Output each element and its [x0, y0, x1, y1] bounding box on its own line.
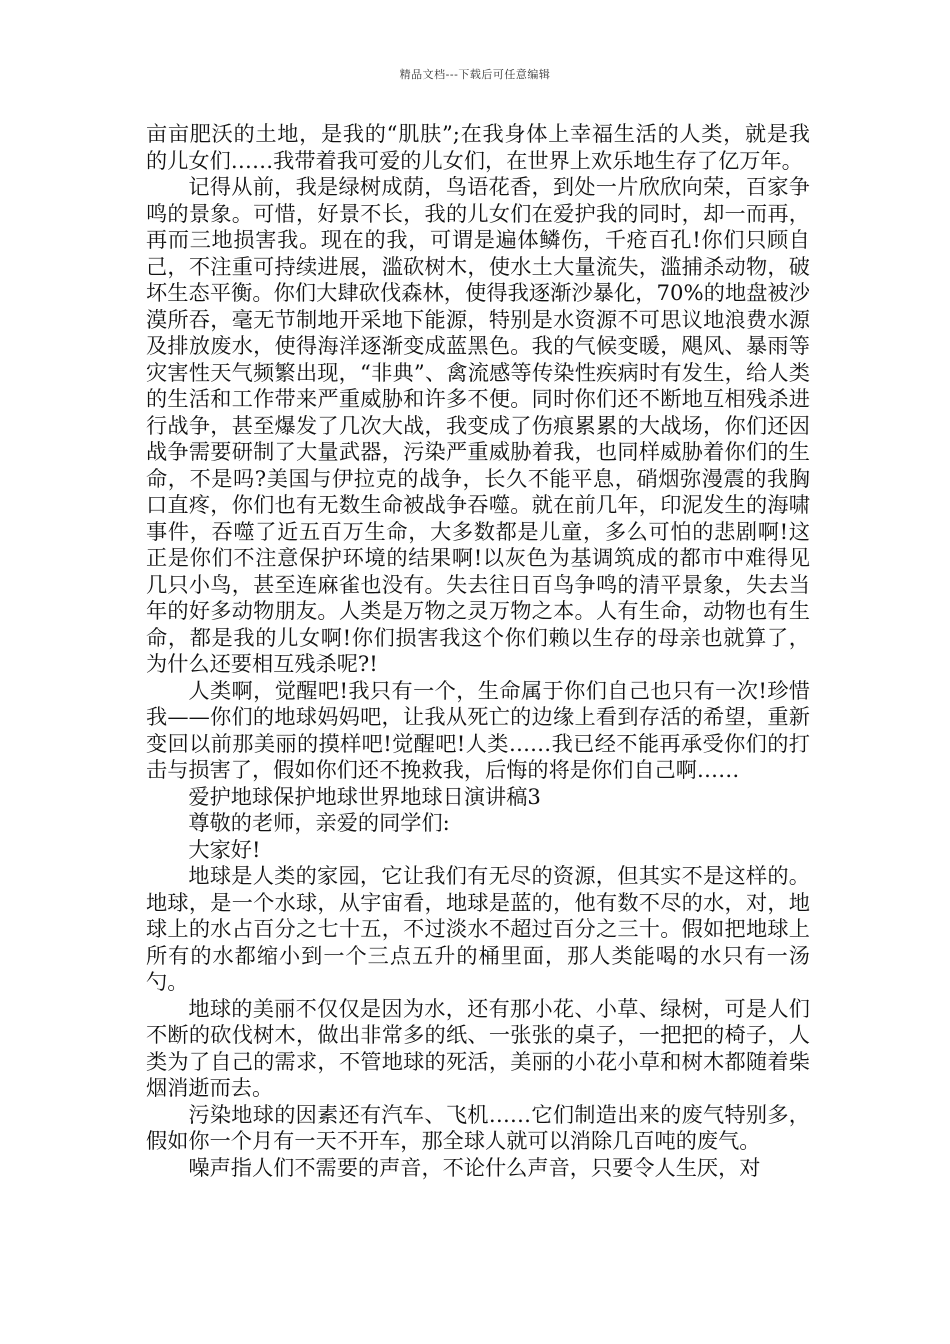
- greeting: 大家好!: [188, 836, 261, 862]
- paragraph: 噪声指人们不需要的声音，不论什么声音，只要令人生厌，对: [188, 1154, 761, 1180]
- document-body: [146, 121, 810, 1181]
- paragraph: 地球是人类的家园，它让我们有无尽的资源，但其实不是这样的。地球，是一个水球，从宇宙看，地球是蓝的，他有数不尽的水，对，地球上的水占百分之七十五，不过淡水不超过百分之三十。假如把地球上所有的水都缩小到一个三点五升的桶里面，那人类能喝的水只有一汤勺。: [146, 863, 810, 994]
- salutation: 尊敬的老师，亲爱的同学们:: [188, 810, 450, 835]
- paragraph: 污染地球的因素还有汽车、飞机……它们制造出来的废气特别多，假如你一个月有一天不开车，那全球人就可以消除几百吨的废气。: [146, 1101, 810, 1153]
- paragraph: 地球的美丽不仅仅是因为水，还有那小花、小草、绿树，可是人们不断的砍伐树木，做出非常多的纸、一张张的桌子，一把把的椅子，人类为了自己的需求，不管地球的死活，美丽的小花小草和树木都随着柴烟消逝而去。: [146, 995, 810, 1100]
- paragraph: 人类啊，觉醒吧!我只有一个，生命属于你们自己也只有一次!珍惜我——你们的地球妈妈吧，让我从死亡的边缘上看到存活的希望，重新变回以前那美丽的摸样吧!觉醒吧!人类……我已经不能再承受你们的打击与损害了，假如你们还不挽救我，后悔的将是你们自己啊……: [146, 677, 810, 782]
- page-header: 精品文档---下载后可任意编辑: [399, 68, 551, 81]
- speech-title: 爱护地球保护地球世界地球日演讲稿3: [188, 783, 541, 809]
- paragraph: 亩亩肥沃的土地，是我的“肌肤”;在我身体上幸福生活的人类，就是我的儿女们……我带着我可爱的儿女们，在世界上欢乐地生存了亿万年。: [146, 121, 810, 173]
- paragraph: 记得从前，我是绿树成荫，鸟语花香，到处一片欣欣向荣，百家争鸣的景象。可惜，好景不长，我的儿女们在爱护我的同时，却一而再，再而三地损害我。现在的我，可谓是遍体鳞伤，千疮百孔!你们只顾自己，不注重可持续进展，滥砍树木，使水土大量流失，滥捕杀动物，破坏生态平衡。你们大肆砍伐森林，使得我逐渐沙暴化，70%的地盘被沙漠所吞，毫无节制地开采地下能源，特别是水资源不可思议地浪费水源及排放废水，使得海洋逐渐变成蓝黑色。我的气候变暖，飓风、暴雨等灾害性天气频繁出现，“非典”、禽流感等传染性疾病时有发生，给人类的生活和工作带来严重威胁和许多不便。同时你们还不断地互相残杀进行战争，甚至爆发了几次大战，我变成了伤痕累累的大战场，你们还因战争需要研制了大量武器，污染严重威胁着我，也同样威胁着你们的生命，不是吗?美国与伊拉克的战争，长久不能平息，硝烟弥漫震的我胸口直疼，你们也有无数生命被战争吞噬。就在前几年，印泥发生的海啸事件，吞噬了近五百万生命，大多数都是儿童，多么可怕的悲剧啊!这正是你们不注意保护环境的结果啊!以灰色为基调筑成的都市中难得见几只小鸟，甚至连麻雀也没有。失去往日百鸟争鸣的清平景象，失去当年的好多动物朋友。人类是万物之灵万物之本。人有生命，动物也有生命，都是我的儿女啊!你们损害我这个你们赖以生存的母亲也就算了，为什么还要相互残杀呢?!: [146, 174, 811, 676]
